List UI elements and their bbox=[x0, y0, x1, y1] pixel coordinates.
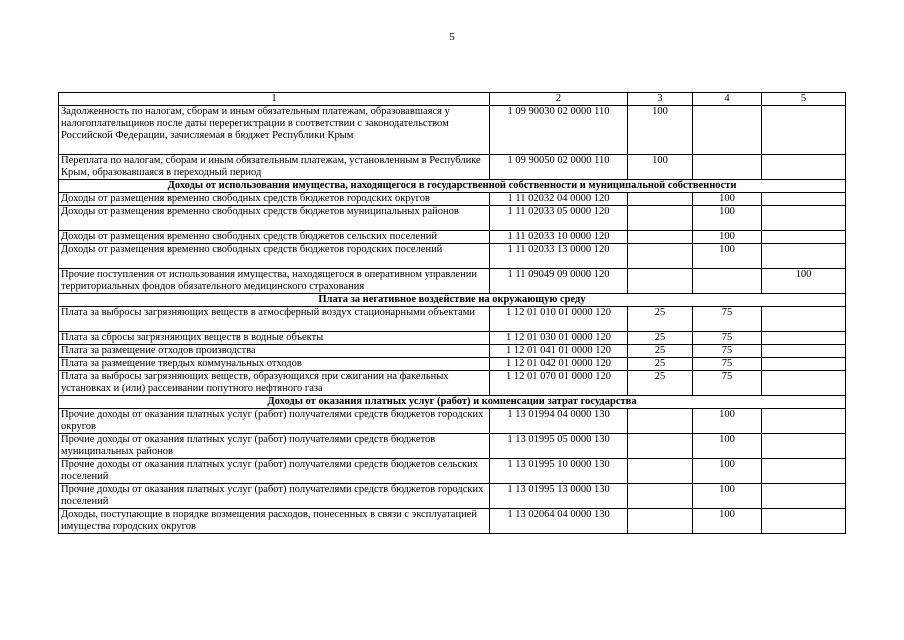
budget-code-cell: 1 12 01 030 01 0000 120 bbox=[490, 332, 628, 345]
income-name-cell: Переплата по налогам, сборам и иным обязательным платежам, установленным в Республике Крым, образовавшаяся в переходный период bbox=[59, 155, 490, 180]
share-column-3-cell bbox=[628, 206, 693, 231]
share-column-5-cell bbox=[762, 206, 846, 231]
share-column-4-cell: 100 bbox=[693, 244, 762, 269]
section-header-row bbox=[59, 180, 846, 193]
share-column-3-cell bbox=[628, 193, 693, 206]
budget-code-cell: 1 12 01 010 01 0000 120 bbox=[490, 307, 628, 332]
table-row bbox=[59, 155, 846, 180]
budget-code-cell: 1 11 02033 05 0000 120 bbox=[490, 206, 628, 231]
income-name-cell: Доходы от размещения временно свободных средств бюджетов городских поселений bbox=[59, 244, 490, 269]
share-column-3-cell: 25 bbox=[628, 332, 693, 345]
share-column-4-cell: 100 bbox=[693, 509, 762, 534]
budget-code-cell: 1 09 90030 02 0000 110 bbox=[490, 106, 628, 155]
income-name-cell: Плата за выбросы загрязняющих веществ, образующихся при сжигании на факельных установках и (или) рассеивании попутного нефтяного газа bbox=[59, 371, 490, 396]
income-name-cell: Доходы от размещения временно свободных средств бюджетов сельских поселений bbox=[59, 231, 490, 244]
share-column-4-cell: 100 bbox=[693, 231, 762, 244]
budget-code-cell: 1 13 01995 05 0000 130 bbox=[490, 434, 628, 459]
share-column-3-cell: 25 bbox=[628, 307, 693, 332]
table-row bbox=[59, 484, 846, 509]
budget-distribution-table bbox=[58, 92, 846, 534]
share-column-4-cell bbox=[693, 155, 762, 180]
share-column-5-cell bbox=[762, 409, 846, 434]
income-name-cell: Плата за размещение твердых коммунальных отходов bbox=[59, 358, 490, 371]
share-column-5-cell bbox=[762, 345, 846, 358]
budget-code-cell: 1 11 02032 04 0000 120 bbox=[490, 193, 628, 206]
income-name-cell: Прочие доходы от оказания платных услуг (работ) получателями средств бюджетов муниципальных районов bbox=[59, 434, 490, 459]
income-name-cell: Задолженность по налогам, сборам и иным обязательным платежам, образовавшаяся у налогоплательщиков после даты перерегистрации в соответствии с законодательством Российской Федерации, зачисляемая в бюджет Республики Крым bbox=[59, 106, 490, 155]
budget-code-cell: 1 09 90050 02 0000 110 bbox=[490, 155, 628, 180]
share-column-3-cell bbox=[628, 244, 693, 269]
share-column-4-cell: 100 bbox=[693, 206, 762, 231]
share-column-5-cell bbox=[762, 193, 846, 206]
budget-code-cell: 1 12 01 042 01 0000 120 bbox=[490, 358, 628, 371]
budget-code-cell: 1 13 01995 10 0000 130 bbox=[490, 459, 628, 484]
share-column-4-cell bbox=[693, 106, 762, 155]
income-name-cell: Прочие доходы от оказания платных услуг (работ) получателями средств бюджетов городских округов bbox=[59, 409, 490, 434]
share-column-3-cell: 25 bbox=[628, 371, 693, 396]
share-column-5-cell bbox=[762, 484, 846, 509]
income-name-cell: Плата за выбросы загрязняющих веществ в атмосферный воздух стационарными объектами bbox=[59, 307, 490, 332]
section-title: Плата за негативное воздействие на окружающую среду bbox=[59, 294, 846, 307]
share-column-3-cell bbox=[628, 269, 693, 294]
share-column-4-cell: 100 bbox=[693, 409, 762, 434]
table-row bbox=[59, 409, 846, 434]
table-row bbox=[59, 231, 846, 244]
income-name-cell: Прочие доходы от оказания платных услуг (работ) получателями средств бюджетов сельских поселений bbox=[59, 459, 490, 484]
share-column-3-cell bbox=[628, 231, 693, 244]
table-row bbox=[59, 358, 846, 371]
share-column-5-cell bbox=[762, 371, 846, 396]
section-header-row bbox=[59, 396, 846, 409]
budget-code-cell: 1 13 01995 13 0000 130 bbox=[490, 484, 628, 509]
share-column-5-cell: 100 bbox=[762, 269, 846, 294]
income-name-cell: Прочие поступления от использования имущества, находящегося в оперативном управлении территориальных фондов обязательного медицинского страхования bbox=[59, 269, 490, 294]
table-body bbox=[59, 93, 846, 534]
share-column-4-cell: 100 bbox=[693, 459, 762, 484]
share-column-5-cell bbox=[762, 332, 846, 345]
share-column-3-cell: 100 bbox=[628, 106, 693, 155]
column-number-4: 4 bbox=[693, 93, 762, 106]
share-column-5-cell bbox=[762, 231, 846, 244]
table-row bbox=[59, 434, 846, 459]
table-row bbox=[59, 371, 846, 396]
table-row bbox=[59, 307, 846, 332]
share-column-4-cell: 100 bbox=[693, 484, 762, 509]
section-header-row bbox=[59, 294, 846, 307]
budget-code-cell: 1 11 02033 10 0000 120 bbox=[490, 231, 628, 244]
budget-code-cell: 1 12 01 041 01 0000 120 bbox=[490, 345, 628, 358]
share-column-5-cell bbox=[762, 244, 846, 269]
share-column-3-cell: 100 bbox=[628, 155, 693, 180]
table-row bbox=[59, 459, 846, 484]
share-column-3-cell bbox=[628, 434, 693, 459]
table-row bbox=[59, 509, 846, 534]
share-column-3-cell bbox=[628, 409, 693, 434]
page-number: 5 bbox=[449, 31, 455, 43]
budget-code-cell: 1 13 01994 04 0000 130 bbox=[490, 409, 628, 434]
share-column-5-cell bbox=[762, 307, 846, 332]
table-row bbox=[59, 206, 846, 231]
table-row bbox=[59, 345, 846, 358]
share-column-4-cell: 75 bbox=[693, 307, 762, 332]
share-column-5-cell bbox=[762, 106, 846, 155]
income-name-cell: Плата за сбросы загрязняющих веществ в водные объекты bbox=[59, 332, 490, 345]
share-column-5-cell bbox=[762, 155, 846, 180]
share-column-4-cell: 100 bbox=[693, 193, 762, 206]
share-column-4-cell: 75 bbox=[693, 345, 762, 358]
share-column-3-cell: 25 bbox=[628, 345, 693, 358]
share-column-3-cell: 25 bbox=[628, 358, 693, 371]
income-name-cell: Плата за размещение отходов производства bbox=[59, 345, 490, 358]
column-number-5: 5 bbox=[762, 93, 846, 106]
share-column-3-cell bbox=[628, 484, 693, 509]
table-row bbox=[59, 269, 846, 294]
income-name-cell: Доходы от размещения временно свободных средств бюджетов городских округов bbox=[59, 193, 490, 206]
income-name-cell: Доходы, поступающие в порядке возмещения расходов, понесенных в связи с эксплуатацией имущества городских округов bbox=[59, 509, 490, 534]
table-row bbox=[59, 244, 846, 269]
share-column-3-cell bbox=[628, 459, 693, 484]
income-name-cell: Доходы от размещения временно свободных средств бюджетов муниципальных районов bbox=[59, 206, 490, 231]
table-row bbox=[59, 193, 846, 206]
share-column-4-cell: 100 bbox=[693, 434, 762, 459]
section-title: Доходы от оказания платных услуг (работ) и компенсации затрат государства bbox=[59, 396, 846, 409]
column-number-1: 1 bbox=[59, 93, 490, 106]
budget-code-cell: 1 12 01 070 01 0000 120 bbox=[490, 371, 628, 396]
share-column-5-cell bbox=[762, 358, 846, 371]
budget-code-cell: 1 11 09049 09 0000 120 bbox=[490, 269, 628, 294]
budget-code-cell: 1 11 02033 13 0000 120 bbox=[490, 244, 628, 269]
share-column-5-cell bbox=[762, 509, 846, 534]
share-column-4-cell: 75 bbox=[693, 371, 762, 396]
share-column-4-cell bbox=[693, 269, 762, 294]
income-name-cell: Прочие доходы от оказания платных услуг (работ) получателями средств бюджетов городских поселений bbox=[59, 484, 490, 509]
table-row bbox=[59, 332, 846, 345]
column-number-2: 2 bbox=[490, 93, 628, 106]
share-column-5-cell bbox=[762, 434, 846, 459]
column-number-3: 3 bbox=[628, 93, 693, 106]
table-row bbox=[59, 106, 846, 155]
share-column-4-cell: 75 bbox=[693, 358, 762, 371]
section-title: Доходы от использования имущества, находящегося в государственной собственности и муниципальной собственности bbox=[59, 180, 846, 193]
column-number-row bbox=[59, 93, 846, 106]
share-column-3-cell bbox=[628, 509, 693, 534]
share-column-4-cell: 75 bbox=[693, 332, 762, 345]
budget-code-cell: 1 13 02064 04 0000 130 bbox=[490, 509, 628, 534]
share-column-5-cell bbox=[762, 459, 846, 484]
